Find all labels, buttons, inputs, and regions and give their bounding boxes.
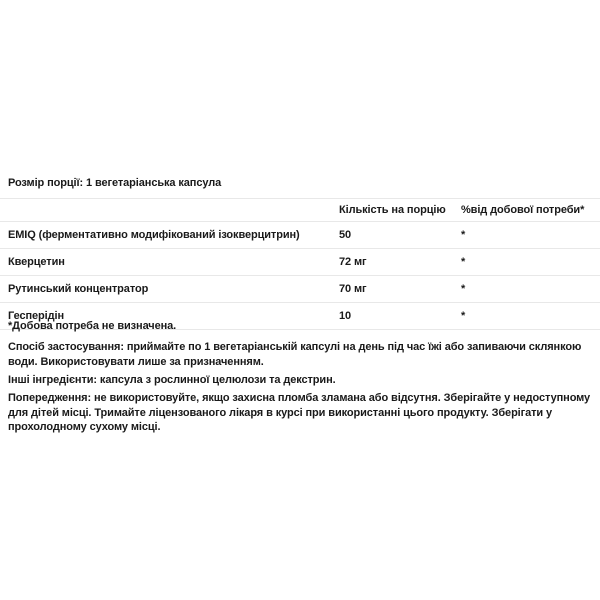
serving-size-line: Розмір порції: 1 вегетаріанська капсула (8, 177, 222, 189)
table-row (0, 222, 600, 249)
daily-value-footnote: *Добова потреба не визначена. (8, 320, 177, 332)
nutrient-amount: 10 (339, 303, 461, 330)
nutrient-daily-value: * (461, 222, 600, 249)
nutrient-amount: 50 (339, 222, 461, 249)
table-body (0, 222, 600, 330)
nutrient-amount: 72 мг (339, 249, 461, 276)
nutrient-name: Кверцетин (0, 249, 339, 276)
nutrient-name: Рутинський концентратор (0, 276, 339, 303)
nutrient-amount: 70 мг (339, 276, 461, 303)
supplement-facts-table (0, 198, 600, 330)
other-ingredients: Інші інгредієнти: капсула з рослинної целюлози та декстрин. (8, 374, 336, 386)
table-header-row (0, 199, 600, 222)
column-header-daily-value: %від добової потреби* (461, 199, 600, 222)
nutrient-daily-value: * (461, 303, 600, 330)
nutrient-name: Гесперідін (0, 303, 339, 330)
warning-text: Попередження: не використовуйте, якщо захисна пломба зламана або відсутня. Зберігайте у недоступному для дітей місці. Тримайте ліцензованого лікаря в курсі при використанні цього продукту. Зберігати у прохолодному сухому місці. (8, 392, 591, 433)
nutrient-daily-value: * (461, 249, 600, 276)
nutrient-name: EMIQ (ферментативно модифікований ізокверцитрин) (0, 222, 339, 249)
table-header (0, 199, 600, 222)
table-row (0, 249, 600, 276)
nutrient-daily-value: * (461, 276, 600, 303)
usage-directions: Спосіб застосування: приймайте по 1 вегетаріанській капсулі на день під час їжі або запиваючи склянкою води. Використовувати лише за призначенням. (8, 341, 582, 368)
column-header-nutrient (0, 199, 339, 222)
column-header-amount-per-serving: Кількість на порцію (339, 199, 461, 222)
table-row (0, 276, 600, 303)
